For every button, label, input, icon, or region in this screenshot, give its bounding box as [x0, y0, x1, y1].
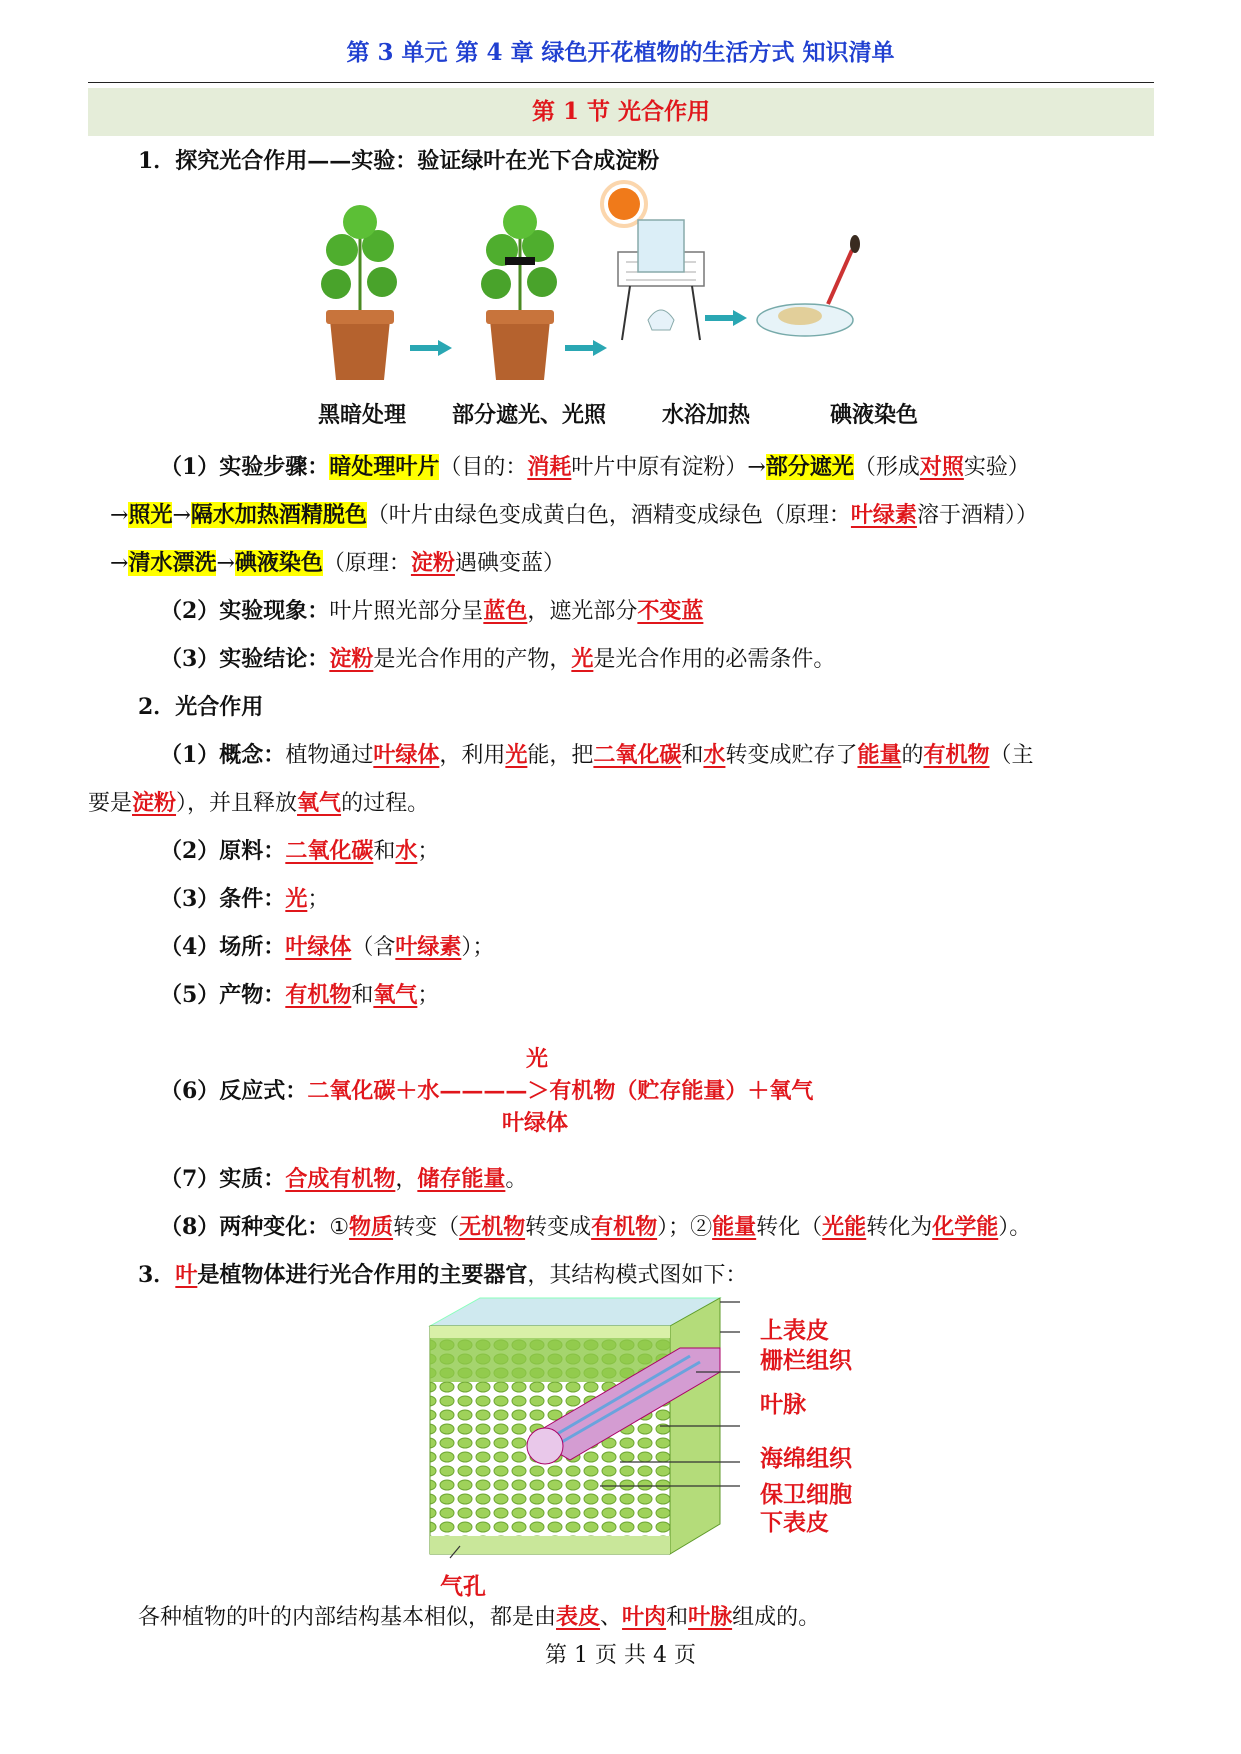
q3-title: 是植物体进行光合作用的主要器官: [197, 1262, 528, 1288]
answer-blank: 叶绿体: [373, 742, 440, 768]
step-illuminate: 照光: [128, 502, 173, 528]
equation-site-below: 叶绿体: [502, 1110, 569, 1136]
raw-label: （2）原料：: [160, 838, 286, 864]
text: 能，把: [527, 743, 594, 768]
text: ）；: [461, 935, 495, 960]
place-label: （4）场所：: [160, 934, 286, 960]
conclusion-line: [160, 644, 835, 675]
step-note: 实验）: [963, 455, 1030, 480]
text: 各种植物的叶的内部结构基本相似，都是由: [138, 1605, 557, 1630]
text: 、: [600, 1605, 623, 1630]
text: ①: [329, 1215, 350, 1240]
step-note: （叶片由绿色变成黄白色，酒精变成绿色（原理：: [366, 503, 851, 528]
product-line: [160, 980, 439, 1011]
text: 的: [901, 743, 924, 768]
answer-blank: 光能: [822, 1214, 867, 1240]
answer-blank: 淀粉: [410, 550, 455, 576]
answer-blank: 能量: [857, 742, 902, 768]
phenomenon-line: [160, 596, 703, 627]
text: 是光合作用的产物，: [373, 647, 572, 672]
answer-blank: 能量: [712, 1214, 757, 1240]
figure-label-bath: 水浴加热: [662, 402, 751, 428]
answer-blank: 叶脉: [688, 1604, 733, 1630]
answer-blank: 叶: [175, 1262, 198, 1288]
answer-blank: 氧气: [373, 982, 418, 1008]
text: 转化（: [756, 1215, 823, 1240]
answer-blank: 有机物: [923, 742, 990, 768]
figure-label-dark: 黑暗处理: [318, 402, 407, 428]
equation-condition-above: 光: [526, 1046, 549, 1072]
arrow: →: [172, 503, 191, 528]
answer-blank: 合成有机物: [285, 1166, 396, 1192]
text: ）；②: [657, 1215, 713, 1240]
text: ，: [395, 1167, 418, 1192]
page-footer: 第 1 页 共 4 页: [545, 1643, 696, 1668]
text: 和: [666, 1605, 689, 1630]
text: ，利用: [439, 743, 506, 768]
condition-label: （3）条件：: [160, 886, 286, 912]
text: ，遮光部分: [527, 599, 638, 624]
text: 叶片照光部分呈: [329, 599, 484, 624]
text: 和: [373, 839, 396, 864]
leaf-label-stoma: 气孔: [440, 1573, 486, 1600]
answer-blank: 淀粉: [132, 790, 177, 816]
text: 转化为: [866, 1215, 933, 1240]
steps-line-1: [160, 452, 1030, 483]
equation-reactants: 二氧化碳＋水————: [307, 1078, 528, 1104]
plant-dark-icon: [321, 205, 397, 380]
text: 转变成贮存了: [725, 743, 858, 768]
plant-light-icon: [481, 205, 557, 380]
iodine-dish-icon: [757, 235, 860, 336]
answer-blank: 蓝色: [483, 598, 528, 624]
answer-blank: 水: [703, 742, 726, 768]
answer-blank: 叶肉: [622, 1604, 667, 1630]
q3-title-line: [138, 1260, 747, 1291]
text: 。: [505, 1167, 528, 1192]
essence-label: （7）实质：: [160, 1166, 286, 1192]
answer-blank: 叶绿体: [285, 934, 352, 960]
water-bath-icon: [618, 220, 704, 340]
arrow: →: [110, 503, 129, 528]
step-note: 溶于酒精））: [916, 503, 1038, 528]
text: 要是: [88, 791, 133, 816]
text: ；: [417, 983, 440, 1008]
steps-line-3: [110, 548, 565, 579]
answer-blank: 光: [571, 646, 594, 672]
answer-blank: 物质: [349, 1214, 394, 1240]
step-note: 遇碘变蓝）: [454, 551, 565, 576]
text: 是光合作用的必需条件。: [593, 647, 836, 672]
phenomenon-label: （2）实验现象：: [160, 598, 330, 624]
step-note: 叶片中原有淀粉）→: [571, 455, 766, 480]
answer-blank: 储存能量: [417, 1166, 506, 1192]
text: 转变（: [393, 1215, 460, 1240]
condition-line: [160, 884, 329, 915]
equation-label: （6）反应式：: [160, 1078, 308, 1104]
step-dark-treatment: 暗处理叶片: [329, 454, 440, 480]
leaf-label-vein: 叶脉: [760, 1391, 806, 1418]
leaf-label-palisade: 栅栏组织: [760, 1347, 852, 1374]
arrow: →: [110, 551, 129, 576]
answer-blank: 表皮: [556, 1604, 601, 1630]
answer-blank: 光: [505, 742, 528, 768]
answer-blank: 氧气: [297, 790, 342, 816]
q3-number: 3．: [138, 1262, 176, 1288]
changes-label: （8）两种变化：: [160, 1214, 330, 1240]
answer-blank: 叶绿素: [850, 502, 917, 528]
header-divider: [88, 82, 1154, 83]
leaf-structure-figure: [420, 1296, 740, 1566]
text: 和: [351, 983, 374, 1008]
page-header-title: 第 3 单元 第 4 章 绿色开花植物的生活方式 知识清单: [346, 39, 895, 66]
leaf-label-upper-epidermis: 上表皮: [760, 1317, 829, 1344]
step-note: （目的：: [439, 455, 528, 480]
answer-blank: 叶绿素: [395, 934, 462, 960]
answer-blank: 有机物: [591, 1214, 658, 1240]
step-note: （原理：: [322, 551, 411, 576]
product-label: （5）产物：: [160, 982, 286, 1008]
step-rinse: 清水漂洗: [128, 550, 217, 576]
q1-title: 1．探究光合作用——实验：验证绿叶在光下合成淀粉: [138, 148, 660, 174]
text: ）。: [998, 1215, 1032, 1240]
step-iodine: 碘液染色: [234, 550, 323, 576]
answer-blank: 淀粉: [329, 646, 374, 672]
text: ，其结构模式图如下：: [527, 1263, 748, 1288]
concept-line-2: [88, 788, 429, 819]
text: 转变成: [525, 1215, 592, 1240]
text: （主: [989, 743, 1034, 768]
concept-line-1: [160, 740, 1034, 771]
text: 和: [681, 743, 704, 768]
answer-blank: 光: [285, 886, 308, 912]
leaf-summary-line: [138, 1602, 820, 1633]
text: ；: [307, 887, 330, 912]
changes-line: [160, 1212, 1031, 1243]
step-partial-shade: 部分遮光: [765, 454, 854, 480]
answer-blank: 二氧化碳: [593, 742, 682, 768]
text: ），并且释放: [176, 791, 298, 816]
step-decolorize: 隔水加热酒精脱色: [190, 502, 367, 528]
answer-blank: 消耗: [527, 454, 572, 480]
answer-blank: 对照: [919, 454, 964, 480]
figure-label-iodine: 碘液染色: [830, 402, 919, 428]
answer-blank: 不变蓝: [637, 598, 704, 624]
answer-blank: 化学能: [932, 1214, 999, 1240]
section-title: 第 1 节 光合作用: [88, 88, 1154, 136]
step-note: （形成: [853, 455, 920, 480]
raw-line: [160, 836, 439, 867]
concept-label: （1）概念：: [160, 742, 286, 768]
text: 组成的。: [732, 1605, 821, 1630]
steps-label: （1）实验步骤：: [160, 454, 330, 480]
text: 的过程。: [341, 791, 430, 816]
equation-products: ＞有机物（贮存能量）＋氧气: [527, 1078, 814, 1104]
q2-title: 2．光合作用: [138, 694, 264, 720]
place-line: [160, 932, 494, 963]
answer-blank: 二氧化碳: [285, 838, 374, 864]
essence-line: [160, 1164, 527, 1195]
equation-line: [160, 1076, 813, 1107]
leaf-label-lower-epidermis: 下表皮: [760, 1509, 829, 1536]
answer-blank: 无机物: [459, 1214, 526, 1240]
text: ；: [417, 839, 440, 864]
arrow: →: [216, 551, 235, 576]
steps-line-2: [110, 500, 1038, 531]
text: 植物通过: [285, 743, 374, 768]
leaf-label-guard-cell: 保卫细胞: [760, 1481, 852, 1508]
experiment-figure: [300, 180, 960, 380]
answer-blank: 水: [395, 838, 418, 864]
sun-icon: [608, 188, 640, 220]
conclusion-label: （3）实验结论：: [160, 646, 330, 672]
leaf-label-spongy: 海绵组织: [760, 1445, 852, 1472]
text: （含: [351, 935, 396, 960]
figure-label-light: 部分遮光、光照: [452, 402, 607, 428]
answer-blank: 有机物: [285, 982, 352, 1008]
